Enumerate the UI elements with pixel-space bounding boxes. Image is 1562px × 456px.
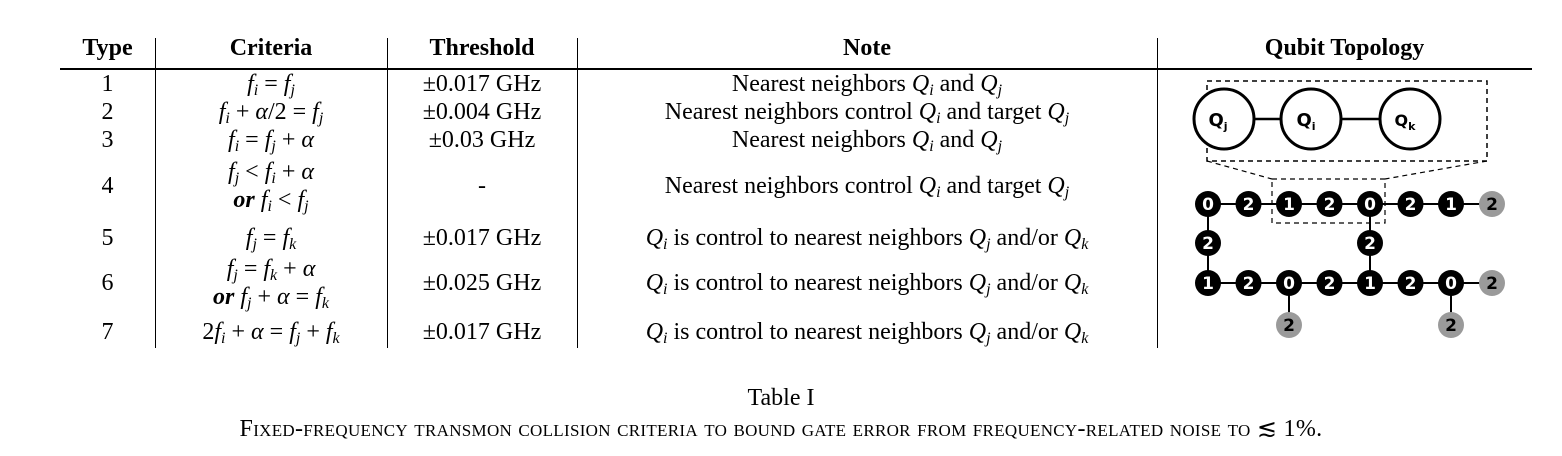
criteria-7: $2f_i + \alpha = f_j + f_k$	[202, 319, 340, 347]
criteria-5: $f_j = f_k$	[245, 225, 297, 253]
qubit-k-label: $Q_k$	[1394, 111, 1416, 133]
header-rule	[60, 68, 1532, 70]
note-7: $Q_i$ is control to nearest neighbors $Q_j$ and/or $Q_k$	[645, 319, 1089, 347]
row-type: 4	[101, 173, 114, 199]
lattice-node-label: 1	[1445, 195, 1457, 215]
threshold: ±0.017 GHz	[422, 71, 542, 97]
lattice-node-label: 2	[1445, 316, 1457, 336]
qubit-k-circle	[1380, 89, 1440, 149]
lattice-node-label: 0	[1202, 195, 1214, 215]
note-3: Nearest neighbors $Q_i$ and $Q_j$	[731, 127, 1003, 155]
qubit-topology-diagram	[1180, 76, 1520, 346]
lattice-node-label: 1	[1202, 274, 1214, 294]
lattice-node-label: 2	[1242, 195, 1255, 215]
criteria-4b: or $f_i < f_j$	[233, 187, 309, 215]
threshold: ±0.004 GHz	[422, 99, 542, 125]
lattice-node-label: 2	[1364, 234, 1376, 254]
lattice-nodes	[1195, 191, 1505, 338]
criteria-6b: or $f_j + \alpha = f_k$	[213, 284, 329, 312]
header-type: Type	[82, 35, 133, 61]
lattice-node-label: 1	[1283, 195, 1295, 215]
lattice-node-label: 2	[1323, 195, 1336, 215]
header-note: Note	[843, 35, 891, 61]
lattice-node-label: 2	[1486, 195, 1498, 215]
lattice-node-label: 2	[1404, 274, 1417, 294]
note-5: $Q_i$ is control to nearest neighbors $Q_j$ and/or $Q_k$	[645, 225, 1089, 253]
criteria-6a: $f_j = f_k + \alpha$	[226, 256, 316, 284]
header-threshold: Threshold	[429, 35, 535, 61]
table-caption: Fixed-frequency transmon collision criteria to bound gate error from frequency-related noise to ≲ 1%.	[239, 416, 1323, 442]
threshold: ±0.025 GHz	[422, 270, 542, 296]
lattice-node-label: 2	[1323, 274, 1336, 294]
or-word: or	[233, 187, 255, 213]
threshold: ±0.03 GHz	[428, 127, 536, 153]
qubit-i-label: $Q_i$	[1296, 110, 1316, 133]
row-type: 1	[101, 71, 114, 97]
criteria-4a: $f_j < f_i + \alpha$	[228, 159, 314, 187]
lattice-node-label: 2	[1486, 274, 1498, 294]
threshold: ±0.017 GHz	[422, 319, 542, 345]
qubit-j-label: $Q_j$	[1208, 110, 1228, 133]
row-type: 7	[101, 319, 114, 345]
lattice-node-label: 1	[1364, 274, 1376, 294]
criteria-2: $f_i + \alpha/2 = f_j$	[218, 99, 324, 127]
note-6: $Q_i$ is control to nearest neighbors $Q_j$ and/or $Q_k$	[645, 270, 1089, 298]
lattice-node-label: 0	[1283, 274, 1295, 294]
table-label: Table I	[747, 385, 815, 411]
lattice-node-label: 2	[1283, 316, 1295, 336]
criteria-3: $f_i = f_j + \alpha$	[228, 127, 314, 155]
note-1: Nearest neighbors $Q_i$ and $Q_j$	[731, 71, 1003, 99]
header-topology: Qubit Topology	[1264, 35, 1425, 61]
qubit-j-circle	[1194, 89, 1254, 149]
criteria-1: $f_i = f_j$	[247, 71, 295, 99]
or-word: or	[213, 284, 235, 310]
row-type: 2	[101, 99, 114, 125]
row-type: 3	[101, 127, 114, 153]
lattice-node-label: 2	[1404, 195, 1417, 215]
column-divider	[1157, 38, 1158, 348]
threshold: ±0.017 GHz	[422, 225, 542, 251]
note-4: Nearest neighbors control $Q_i$ and target $Q_j$	[664, 173, 1070, 201]
note-2: Nearest neighbors control $Q_i$ and target $Q_j$	[664, 99, 1070, 127]
threshold: -	[478, 173, 486, 199]
lattice-node-label: 2	[1242, 274, 1255, 294]
row-type: 5	[101, 225, 114, 251]
lattice-node-label: 0	[1364, 195, 1376, 215]
lattice-node-label: 2	[1202, 234, 1214, 254]
header-criteria: Criteria	[229, 35, 313, 61]
row-type: 6	[101, 270, 114, 296]
lattice-node-label: 0	[1445, 274, 1457, 294]
